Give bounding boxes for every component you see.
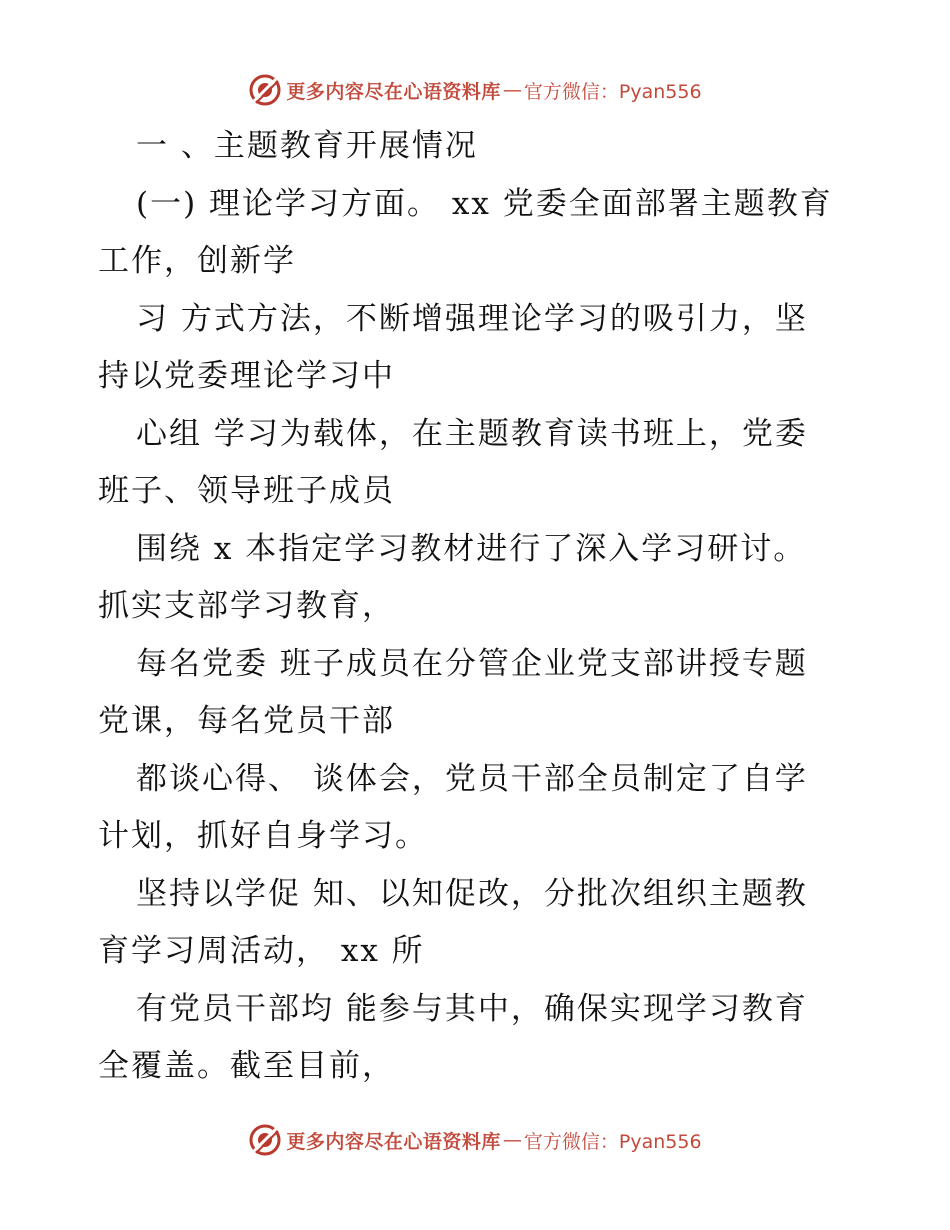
body-line: (一) 理论学习方面。 xx 党委全面部署主题教育	[136, 185, 833, 222]
body-line: 有党员干部均 能参与其中，确保实现学习教育	[136, 990, 808, 1027]
watermark-header	[0, 70, 950, 110]
section-heading: 一 、主题教育开展情况	[136, 128, 478, 164]
body-line: 全覆盖。截至目前，	[98, 1048, 395, 1084]
body-line: 班子、领导班子成员	[98, 473, 395, 509]
watermark-dash: —	[502, 79, 522, 101]
body-line: 习 方式方法，不断增强理论学习的吸引力，坚	[136, 300, 808, 337]
body-line: 每名党委 班子成员在分管企业党支部讲授专题	[136, 645, 808, 682]
watermark-brand: 更多内容尽在心语资料库	[286, 80, 501, 103]
body-line: 坚持以学促 知、以知促改，分批次组织主题教	[136, 875, 808, 912]
brand-logo-icon	[248, 1123, 282, 1157]
body-line: 育学习周活动， xx 所	[98, 933, 425, 969]
watermark-brand: 更多内容尽在心语资料库	[286, 1130, 501, 1153]
body-line: 持以党委理论学习中	[98, 358, 395, 394]
body-line: 党课，每名党员干部	[98, 703, 395, 739]
watermark-wechat: 官方微信：Pyan556	[523, 80, 702, 103]
body-line: 抓实支部学习教育，	[98, 588, 395, 624]
document-body	[98, 118, 858, 1096]
body-line: 围绕 x 本指定学习教材进行了深入学习研讨。	[136, 530, 807, 567]
watermark-dash: —	[502, 1129, 522, 1151]
body-line: 心组 学习为载体，在主题教育读书班上，党委	[136, 415, 808, 452]
body-line: 计划，抓好自身学习。	[98, 818, 428, 854]
body-line: 都谈心得、 谈体会，党员干部全员制定了自学	[136, 760, 808, 797]
watermark-wechat: 官方微信：Pyan556	[523, 1130, 702, 1153]
watermark-footer	[0, 1120, 950, 1160]
body-line: 工作，创新学	[98, 243, 296, 279]
brand-logo-icon	[248, 73, 282, 107]
